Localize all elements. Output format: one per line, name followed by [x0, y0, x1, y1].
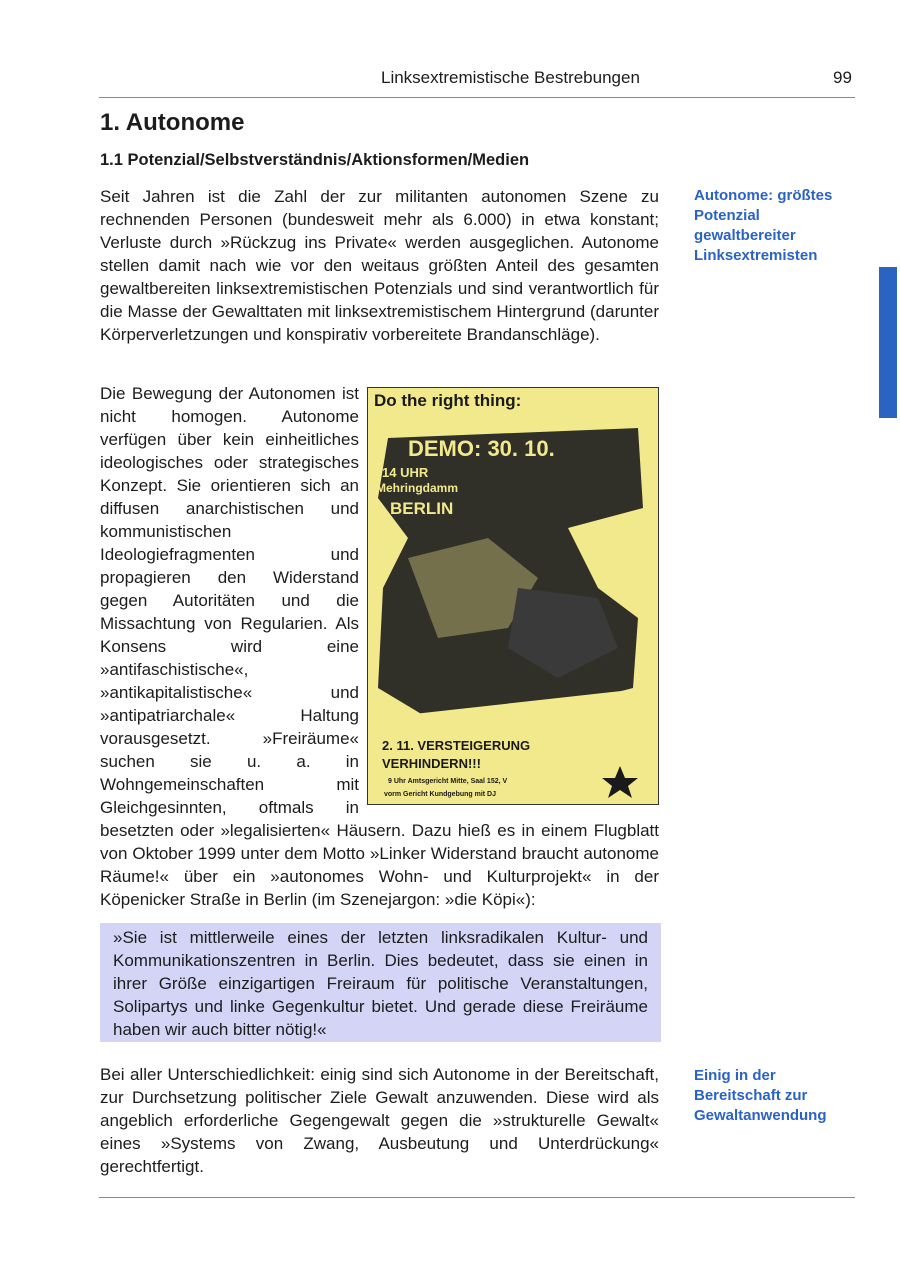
flyer-line-5: Mehringdamm	[376, 481, 459, 495]
chapter-thumb-tab	[879, 267, 897, 418]
flyer-line-7: 2. 11. VERSTEIGERUNG	[382, 738, 531, 753]
header-rule	[99, 97, 855, 98]
flyer-line-10: vorm Gericht Kundgebung mit DJ	[384, 791, 497, 798]
paragraph-2	[100, 382, 659, 911]
running-header-title: Linksextremistische Bestrebungen	[381, 68, 640, 87]
margin-note-1: Autonome: größtes Potenzial gewaltbereiter Linksextremisten	[694, 187, 833, 264]
blockquote-flyer: »Sie ist mittlerweile eines der letzten linksradikalen Kultur- und Kommunikationszentren in Berlin. Dies bedeutet, dass sie einen in ihrer Größe einzigartigen Freiraum für politische Veranstaltungen, Solipartys und linke Gegenkultur bietet. Und gerade diese Freiräume haben wir auch bitter nötig!«	[100, 923, 661, 1042]
flyer-line-2: KÖPI VERTEIDIGEN!	[408, 414, 586, 434]
flyer-line-3: DEMO: 30. 10.	[408, 436, 555, 461]
flyer-line-8: VERHINDERN!!!	[382, 756, 481, 771]
paragraph-2-text: Die Bewegung der Autonomen ist nicht homogen. Autonome verfügen über kein einheitliches ideologisches oder strategisches Konzept. Sie orientieren sich an diffusen anarchistischen und kommunistischen Ideologiefragmenten und propagieren den Widerstand gegen Autoritäten und die Missachtung von Regularien. Als Konsens wird eine »antifaschistische«, »antikapitalistische« und »antipatriarchale« Haltung vorausgesetzt. »Freiräume« suchen sie u. a. in Wohngemeinschaften mit Gleichgesinnten, oftmals in besetzten oder »legalisierten« Häusern. Dazu hieß es in einem Flugblatt von Oktober 1999 unter dem Motto »Linker Widerstand braucht autonome Räume!« über ein »autonomes Wohn- und Kulturprojekt« in der Köpenicker Straße in Berlin (im Szenejargon: »die Köpi«):	[100, 384, 659, 909]
section-heading: 1. Autonome	[100, 109, 245, 136]
flyer-line-9: 9 Uhr Amtsgericht Mitte, Saal 152, V	[388, 778, 508, 785]
footer-rule	[99, 1197, 855, 1198]
flyer-line-1: Do the right thing:	[374, 391, 522, 410]
page-number: 99	[833, 68, 852, 87]
flyer-line-4: 14 UHR	[382, 465, 429, 480]
flyer-line-6: BERLIN	[390, 499, 454, 518]
demo-flyer-image	[367, 387, 659, 805]
paragraph-1: Seit Jahren ist die Zahl der zur militanten autonomen Szene zu rechnenden Personen (bundesweit mehr als 6.000) in etwa konstant; Verluste durch »Rückzug ins Private« werden ausgeglichen. Autonome stellen damit nach wie vor den weitaus größten Anteil des gesamten gewaltbereiten linksextremistischen Potenzials und sind verantwortlich für die Masse der Gewalttaten mit linksextremistischem Hintergrund (darunter Körperverletzungen und konspirativ vorbereitete Brandanschläge).	[100, 187, 659, 344]
subsection-heading: 1.1 Potenzial/Selbstverständnis/Aktionsformen/Medien	[100, 151, 530, 169]
margin-note-2: Einig in der Bereitschaft zur Gewaltanwendung	[694, 1067, 827, 1124]
poster-figure	[367, 387, 659, 805]
paragraph-3: Bei aller Unterschiedlichkeit: einig sind sich Autonome in der Bereitschaft, zur Durchsetzung politischer Ziele Gewalt anzuwenden. Diese wird als angeblich erforderliche Gegengewalt gegen die »strukturelle Gewalt« eines »Systems von Zwang, Ausbeutung und Unterdrückung« gerechtfertigt.	[100, 1065, 659, 1176]
